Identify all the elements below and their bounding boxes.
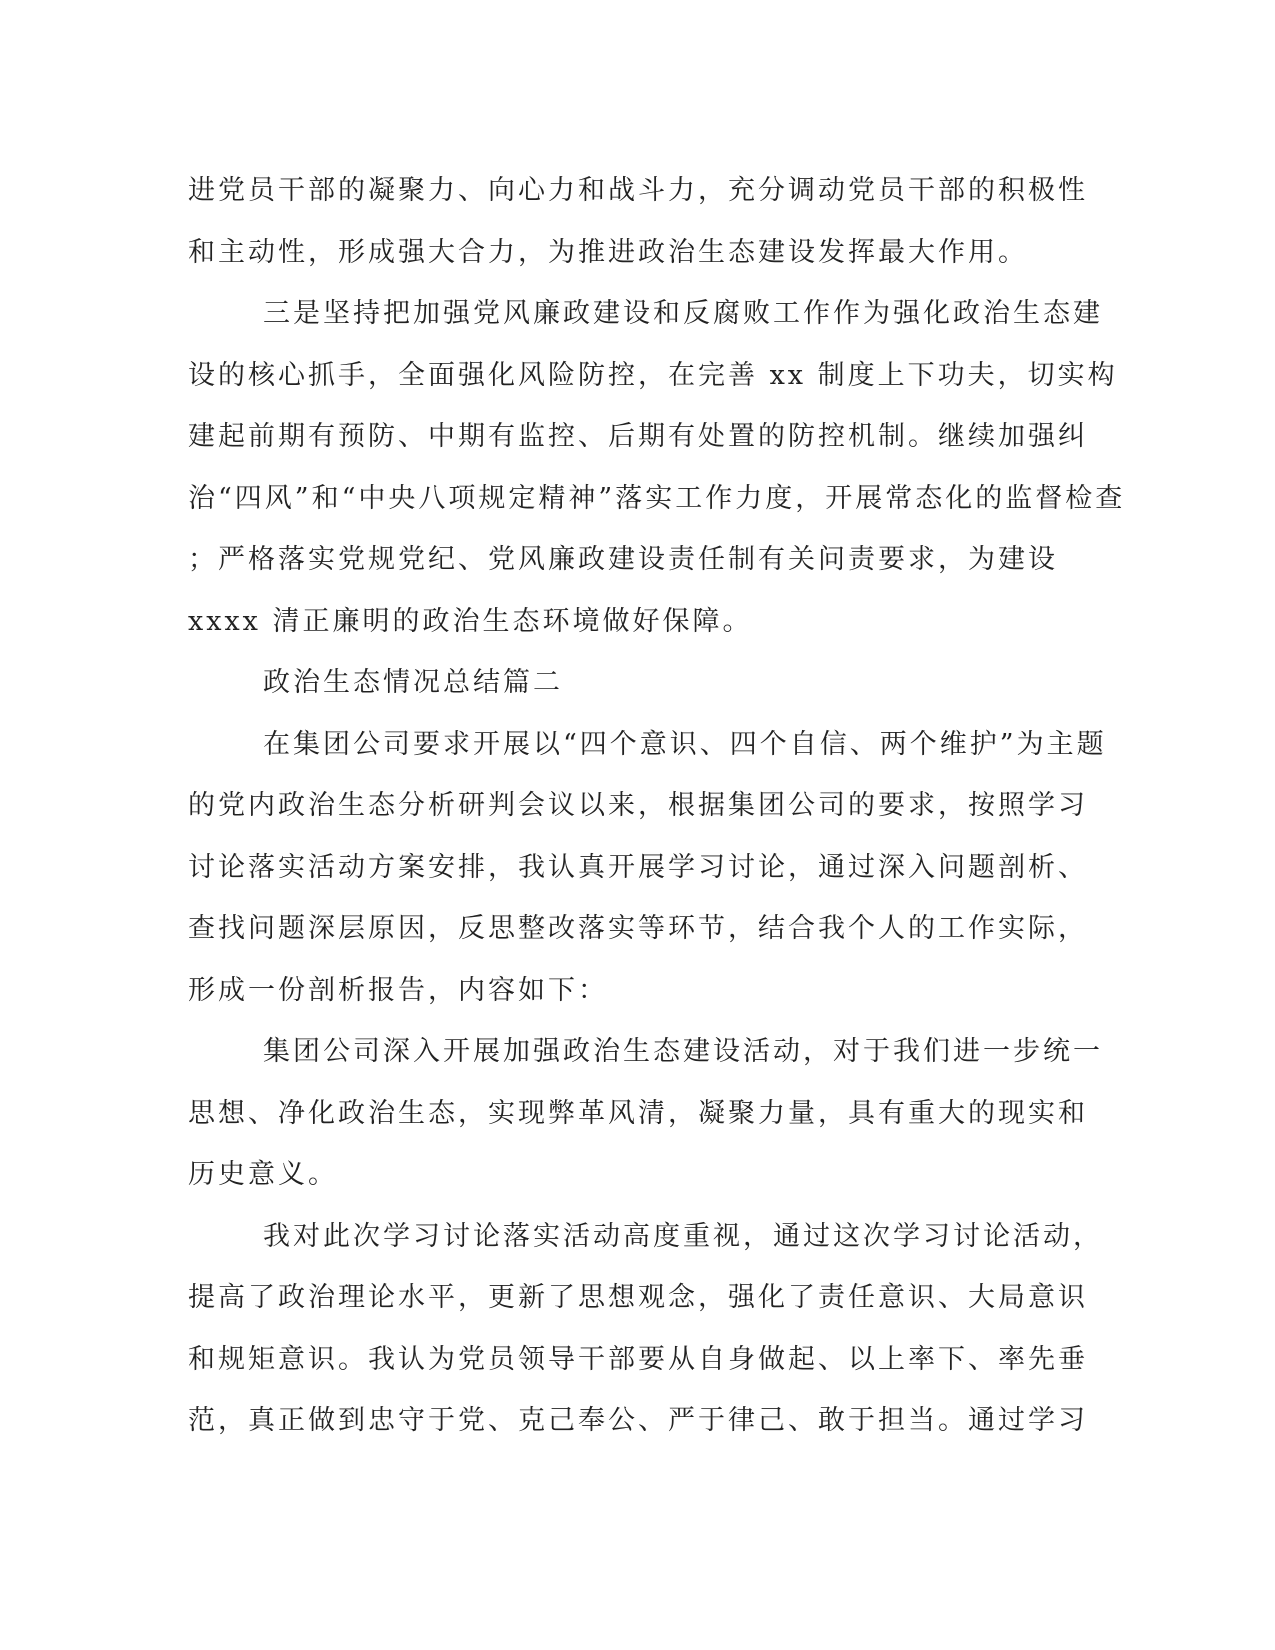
text-line: 讨论落实活动方案安排，我认真开展学习讨论，通过深入问题剖析、 bbox=[188, 851, 1088, 883]
text-line: ；严格落实党规党纪、党风廉政建设责任制有关问责要求，为建设 bbox=[188, 544, 1058, 575]
text-line: 思想、净化政治生态，实现弊革风清，凝聚力量，具有重大的现实和 bbox=[188, 1097, 1088, 1129]
section-heading: 政治生态情况总结篇二 bbox=[263, 667, 563, 698]
text-line: 范，真正做到忠守于党、克己奉公、严于律己、敢于担当。通过学习 bbox=[188, 1405, 1088, 1436]
document-body bbox=[188, 160, 1126, 1452]
text-line: xxxx 清正廉明的政治生态环境做好保障。 bbox=[188, 605, 753, 637]
paragraph-start-line: 在集团公司要求开展以“四个意识、四个自信、两个维护”为主题 bbox=[263, 728, 1107, 760]
paragraph-start-line: 我对此次学习讨论落实活动高度重视，通过这次学习讨论活动， bbox=[263, 1220, 1103, 1252]
text-line: 设的核心抓手，全面强化风险防控，在完善 xx 制度上下功夫，切实构 bbox=[188, 359, 1118, 391]
text-line: 的党内政治生态分析研判会议以来，根据集团公司的要求，按照学习 bbox=[188, 790, 1088, 821]
text-line: 和主动性，形成强大合力，为推进政治生态建设发挥最大作用。 bbox=[188, 236, 1028, 268]
text-line: 查找问题深层原因，反思整改落实等环节，结合我个人的工作实际， bbox=[188, 913, 1088, 944]
text-line: 和规矩意识。我认为党员领导干部要从自身做起、以上率下、率先垂 bbox=[188, 1343, 1088, 1375]
text-line: 历史意义。 bbox=[188, 1159, 338, 1190]
text-line: 形成一份剖析报告，内容如下： bbox=[188, 974, 608, 1006]
text-line: 建起前期有预防、中期有监控、后期有处置的防控机制。继续加强纠 bbox=[188, 421, 1088, 452]
paragraph-start-line: 集团公司深入开展加强政治生态建设活动，对于我们进一步统一 bbox=[263, 1036, 1103, 1067]
text-line: 提高了政治理论水平，更新了思想观念，强化了责任意识、大局意识 bbox=[188, 1282, 1088, 1313]
text-line: 进党员干部的凝聚力、向心力和战斗力，充分调动党员干部的积极性 bbox=[188, 175, 1088, 206]
text-line: 治“四风”和“中央八项规定精神”落实工作力度，开展常态化的监督检查 bbox=[188, 482, 1126, 514]
paragraph-start-line: 三是坚持把加强党风廉政建设和反腐败工作作为强化政治生态建 bbox=[263, 298, 1103, 329]
